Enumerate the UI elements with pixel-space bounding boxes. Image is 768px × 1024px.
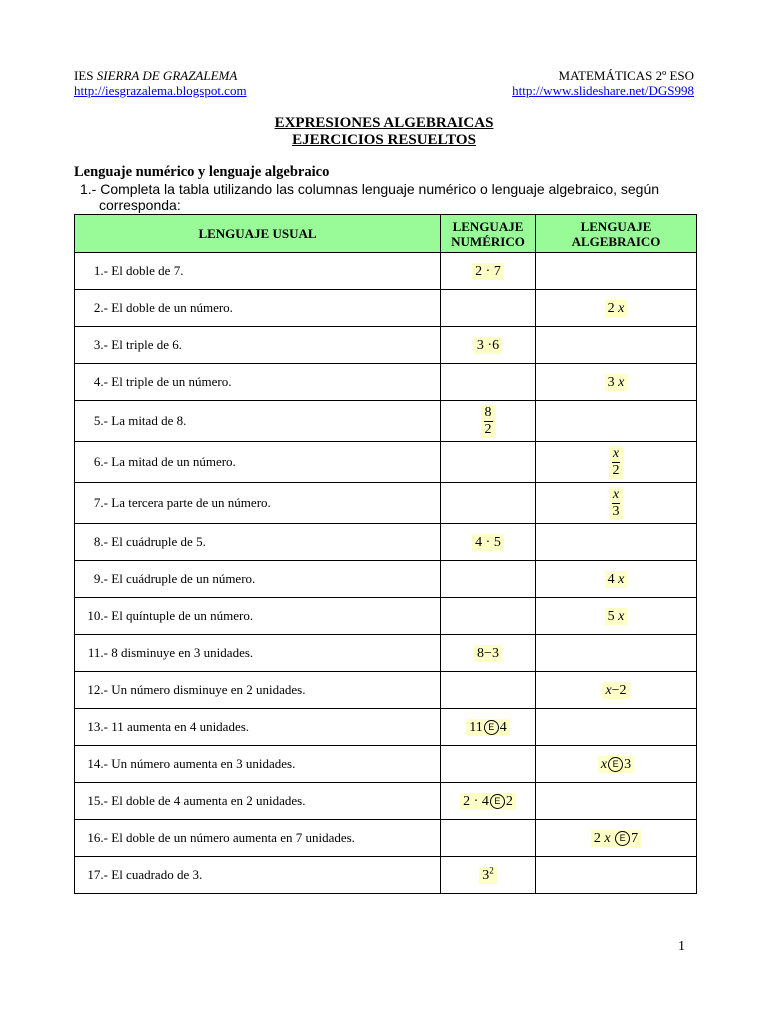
row-text: El cuádruple de 5. <box>111 534 206 549</box>
algebraic-answer <box>598 756 634 773</box>
algebraic-answer <box>602 682 629 699</box>
numerator: 8 <box>484 405 492 420</box>
subject-url-link[interactable]: http://www.slideshare.net/DGS998 <box>512 83 694 98</box>
numeric-answer: 8−3 <box>474 645 502 662</box>
numeric-cell <box>441 483 536 524</box>
algebraic-answer <box>591 830 641 847</box>
algebraic-cell <box>536 709 697 746</box>
subject-header <box>510 68 694 98</box>
numeric-cell <box>441 290 536 327</box>
numeric-cell <box>441 857 536 894</box>
usual-cell <box>75 442 441 483</box>
coef: 3 <box>607 374 615 390</box>
algebraic-cell <box>536 857 697 894</box>
numeric-cell <box>441 672 536 709</box>
numeric-cell <box>441 364 536 401</box>
row-number: 1.- <box>93 263 108 278</box>
algebraic-cell <box>536 524 697 561</box>
numeric-cell <box>441 746 536 783</box>
table-row <box>75 820 697 857</box>
variable: x <box>618 571 625 587</box>
algebraic-cell <box>536 442 697 483</box>
school-header <box>74 68 247 98</box>
numeric-cell <box>441 598 536 635</box>
usual-cell <box>75 709 441 746</box>
row-text: El quíntuple de un número. <box>111 608 254 623</box>
variable: x <box>618 608 625 624</box>
usual-cell <box>75 635 441 672</box>
numeric-cell <box>441 783 536 820</box>
coef: 5 <box>607 608 615 624</box>
numeric-cell <box>441 524 536 561</box>
usual-cell <box>75 253 441 290</box>
school-name: SIERRA DE GRAZALEMA <box>96 68 238 83</box>
table-row <box>75 561 697 598</box>
numeric-cell <box>441 253 536 290</box>
usual-cell <box>75 820 441 857</box>
table-row <box>75 253 697 290</box>
numeric-answer: 3 ·6 <box>474 337 502 354</box>
row-number: 12.- <box>87 682 108 697</box>
row-text: El doble de 4 aumenta en 2 unidades. <box>111 793 306 808</box>
numeric-answer <box>460 793 516 810</box>
header-numeric <box>441 215 536 253</box>
row-text: 8 disminuye en 3 unidades. <box>111 645 254 660</box>
page-title: EXPRESIONES ALGEBRAICAS <box>274 115 494 131</box>
usual-cell <box>75 672 441 709</box>
usual-cell <box>75 783 441 820</box>
term-b: 7 <box>631 830 639 846</box>
variable: x <box>618 374 625 390</box>
row-number: 3.- <box>93 337 108 352</box>
row-number: 10.- <box>87 608 108 623</box>
instruction-line-2: corresponda: <box>99 197 181 213</box>
numeric-cell <box>441 635 536 672</box>
header-algebraic-label: LENGUAJE ALGEBRAICO <box>571 218 661 249</box>
table-header-row <box>75 215 697 253</box>
header-usual: LENGUAJE USUAL <box>75 215 441 253</box>
usual-cell <box>75 401 441 442</box>
school-prefix: IES <box>74 68 97 83</box>
row-text: 11 aumenta en 4 unidades. <box>111 719 250 734</box>
usual-cell <box>75 364 441 401</box>
row-number: 11.- <box>87 645 108 660</box>
instruction-line-1: 1.- Completa la tabla utilizando las columnas lenguaje numérico o lenguaje algebraico, según <box>80 181 660 197</box>
row-text: El triple de 6. <box>111 337 183 352</box>
minus-term: −2 <box>611 682 627 698</box>
table-row <box>75 598 697 635</box>
algebraic-cell <box>536 483 697 524</box>
numeric-cell <box>441 709 536 746</box>
school-url-link[interactable]: http://iesgrazalema.blogspot.com <box>74 83 247 98</box>
row-text: La mitad de 8. <box>111 413 187 428</box>
row-number: 8.- <box>93 534 108 549</box>
subject-label: MATEMÁTICAS 2º ESO <box>558 68 694 83</box>
denominator: 3 <box>612 504 620 519</box>
usual-cell <box>75 598 441 635</box>
table-row <box>75 401 697 442</box>
row-text: El doble de un número. <box>111 300 233 315</box>
base: 3 <box>482 868 490 884</box>
row-text: Un número aumenta en 3 unidades. <box>111 756 296 771</box>
algebraic-cell <box>536 561 697 598</box>
denominator: 2 <box>484 422 492 437</box>
algebraic-cell <box>536 253 697 290</box>
variable: x <box>604 830 611 846</box>
exponent: 2 <box>489 865 494 876</box>
row-number: 9.- <box>93 571 108 586</box>
numeric-cell <box>441 442 536 483</box>
variable: x <box>600 756 608 772</box>
exercise-table <box>74 214 697 894</box>
row-number: 17.- <box>87 867 108 882</box>
table-row <box>75 746 697 783</box>
page-subtitle: EJERCICIOS RESUELTOS <box>292 132 476 148</box>
circled-plus-icon: E <box>490 794 505 809</box>
term-b: 2 <box>505 793 513 809</box>
row-number: 13.- <box>87 719 108 734</box>
algebraic-cell <box>536 672 697 709</box>
term-a: 11 <box>469 719 483 735</box>
row-text: La tercera parte de un número. <box>111 495 271 510</box>
row-number: 16.- <box>87 830 108 845</box>
term-b: 3 <box>624 756 632 772</box>
algebraic-cell <box>536 746 697 783</box>
numeric-cell <box>441 561 536 598</box>
table-row <box>75 327 697 364</box>
algebraic-cell <box>536 290 697 327</box>
usual-cell <box>75 524 441 561</box>
algebraic-answer <box>605 608 628 625</box>
header-algebraic <box>536 215 697 253</box>
numeric-answer <box>479 867 497 884</box>
table-row <box>75 709 697 746</box>
table-row <box>75 442 697 483</box>
table-row <box>75 857 697 894</box>
row-number: 6.- <box>93 454 108 469</box>
algebraic-answer <box>605 571 628 588</box>
coef: 2 <box>593 830 601 846</box>
variable: x <box>618 300 625 316</box>
table-row <box>75 635 697 672</box>
numeric-answer: 2 · 7 <box>472 263 504 280</box>
algebraic-answer <box>605 300 628 317</box>
row-text: El cuadrado de 3. <box>111 867 203 882</box>
numeric-cell <box>441 327 536 364</box>
algebraic-cell <box>536 401 697 442</box>
term-b: 4 <box>499 719 507 735</box>
algebraic-cell <box>536 820 697 857</box>
table-row <box>75 290 697 327</box>
denominator: 2 <box>612 463 620 478</box>
numeric-fraction <box>481 405 496 438</box>
row-text: La mitad de un número. <box>111 454 236 469</box>
row-text: El cuádruple de un número. <box>111 571 256 586</box>
numeric-answer <box>466 719 509 736</box>
row-number: 5.- <box>93 413 108 428</box>
instruction <box>80 181 700 213</box>
table-row <box>75 364 697 401</box>
row-number: 7.- <box>93 495 108 510</box>
algebraic-cell <box>536 364 697 401</box>
algebraic-cell <box>536 635 697 672</box>
algebraic-cell <box>536 598 697 635</box>
usual-cell <box>75 290 441 327</box>
section-heading: Lenguaje numérico y lenguaje algebraico <box>74 164 330 180</box>
row-text: El triple de un número. <box>111 374 232 389</box>
usual-cell <box>75 483 441 524</box>
algebraic-fraction <box>609 487 623 520</box>
usual-cell <box>75 746 441 783</box>
algebraic-cell <box>536 783 697 820</box>
usual-cell <box>75 561 441 598</box>
algebraic-fraction <box>609 446 623 479</box>
row-number: 4.- <box>93 374 108 389</box>
row-text: El doble de 7. <box>111 263 184 278</box>
row-number: 2.- <box>93 300 108 315</box>
coef: 2 <box>607 300 615 316</box>
row-number: 14.- <box>87 756 108 771</box>
row-text: El doble de un número aumenta en 7 unidades. <box>111 830 355 845</box>
table-row <box>75 783 697 820</box>
circled-plus-icon: E <box>615 831 630 846</box>
term-a: 2 · 4 <box>463 793 489 809</box>
numerator: x <box>612 487 620 502</box>
circled-plus-icon: E <box>608 757 623 772</box>
usual-cell <box>75 327 441 364</box>
row-text: Un número disminuye en 2 unidades. <box>111 682 306 697</box>
coef: 4 <box>607 571 615 587</box>
variable: x <box>605 682 612 698</box>
algebraic-answer <box>605 374 628 391</box>
page-number: 1 <box>678 939 685 954</box>
table-row <box>75 672 697 709</box>
usual-cell <box>75 857 441 894</box>
header-numeric-label: LENGUAJE NUMÉRICO <box>451 218 525 249</box>
numeric-cell <box>441 401 536 442</box>
numeric-cell <box>441 820 536 857</box>
numerator: x <box>612 446 620 461</box>
row-number: 15.- <box>87 793 108 808</box>
circled-plus-icon: E <box>484 720 499 735</box>
algebraic-cell <box>536 327 697 364</box>
table-row <box>75 524 697 561</box>
table-row <box>75 483 697 524</box>
numeric-answer: 4 · 5 <box>472 534 504 551</box>
